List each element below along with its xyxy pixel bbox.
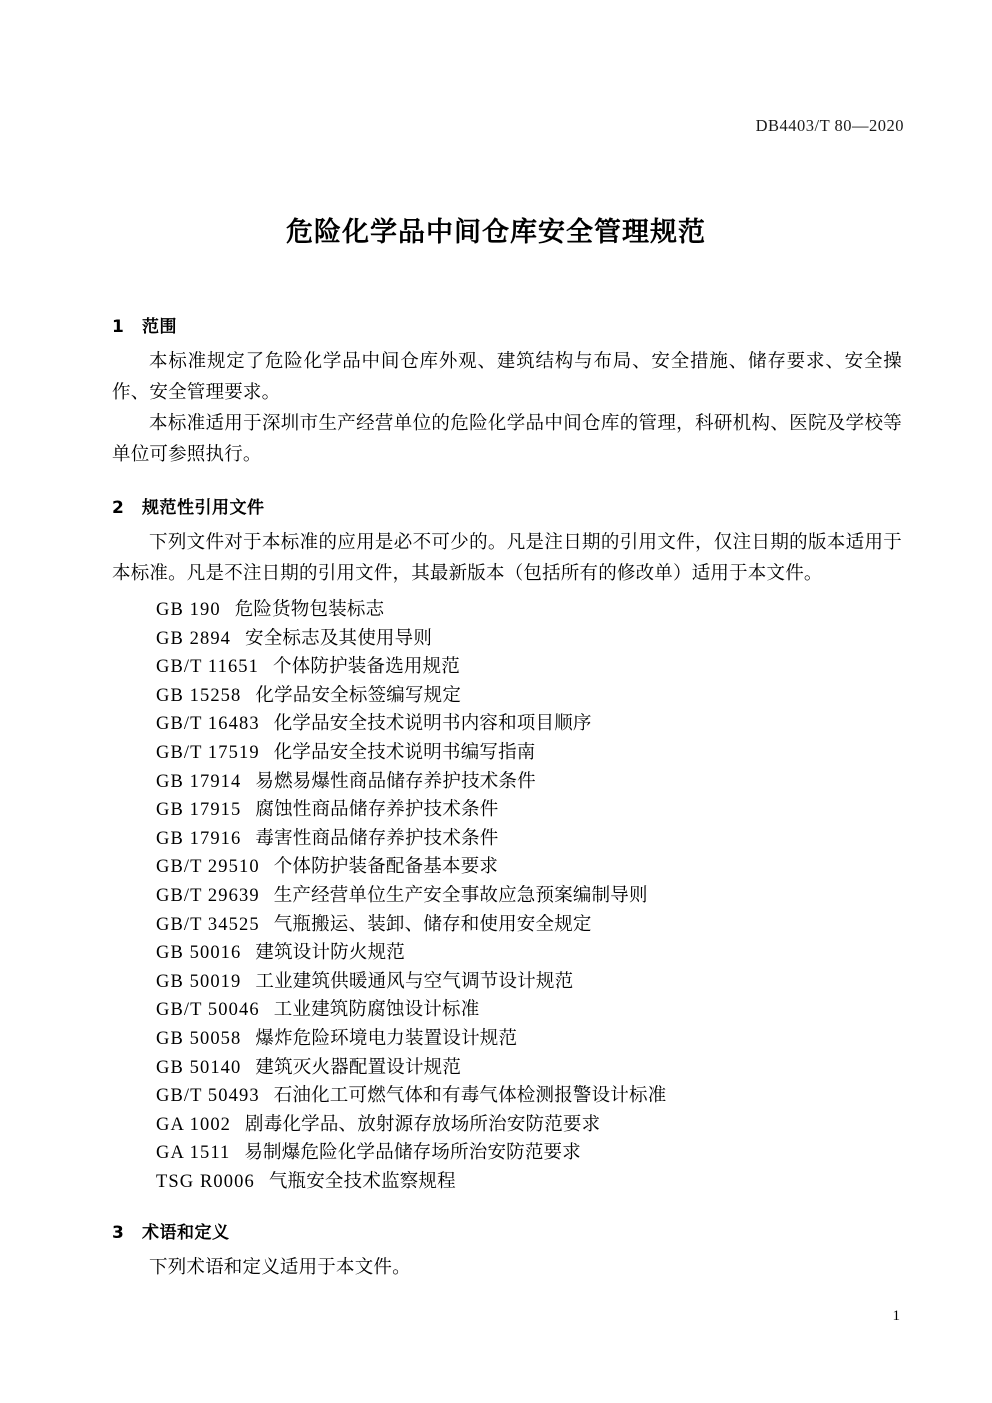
section-title-1: 范围: [142, 317, 177, 337]
reference-title: 化学品安全技术说明书编写指南: [273, 742, 536, 763]
list-item: [112, 911, 902, 940]
page-header-standard-number: DB4403/T 80—2020: [755, 116, 904, 135]
reference-code: GB 2894: [156, 628, 232, 649]
reference-code: GB 17914: [156, 771, 242, 792]
reference-title: 危险货物包装标志: [234, 600, 385, 620]
reference-code: TSG R0006: [156, 1171, 255, 1192]
list-item: [112, 796, 902, 825]
list-item: [112, 768, 902, 797]
section-heading-2: [112, 493, 902, 518]
reference-title: 安全标志及其使用导则: [245, 628, 433, 649]
reference-code: GB 190: [156, 600, 221, 620]
reference-code: GB 50058: [156, 1028, 242, 1049]
reference-title: 建筑灭火器配置设计规范: [255, 1057, 462, 1078]
reference-code: GB 15258: [156, 685, 242, 706]
page-number: 1: [892, 1308, 900, 1324]
reference-code: GA 1511: [156, 1143, 231, 1164]
reference-code: GB/T 34525: [156, 914, 260, 935]
reference-title: 腐蚀性商品储存养护技术条件: [255, 800, 499, 821]
list-item: [112, 1082, 902, 1111]
list-item: [112, 968, 902, 997]
reference-title: 生产经营单位生产安全事故应急预案编制导则: [273, 885, 648, 906]
reference-title: 易制爆危险化学品储存场所治安防范要求: [244, 1143, 581, 1164]
list-item: [112, 682, 902, 711]
reference-code: GB/T 11651: [156, 657, 259, 678]
section-1-paragraph-1: 本标准规定了危险化学品中间仓库外观、建筑结构与布局、安全措施、储存要求、安全操作、安全管理要求。: [112, 352, 902, 403]
reference-title: 建筑设计防火规范: [255, 943, 405, 964]
reference-code: GB 50016: [156, 943, 242, 964]
reference-code: GB/T 29639: [156, 885, 260, 906]
section-1-paragraph-2: 本标准适用于深圳市生产经营单位的危险化学品中间仓库的管理，科研机构、医院及学校等单位可参照执行。: [112, 414, 902, 465]
reference-title: 易燃易爆性商品储存养护技术条件: [255, 771, 536, 792]
list-item: [112, 739, 902, 768]
reference-title: 化学品安全技术说明书内容和项目顺序: [273, 714, 592, 735]
list-item: [112, 596, 902, 625]
page-title: 危险化学品中间仓库安全管理规范: [286, 217, 706, 248]
reference-code: GB/T 16483: [156, 714, 260, 735]
section-title-2: 规范性引用文件: [142, 498, 265, 518]
reference-code: GB 17915: [156, 800, 242, 821]
list-item: [112, 825, 902, 854]
list-item: [112, 1054, 902, 1083]
list-item: [112, 625, 902, 654]
reference-title: 毒害性商品储存养护技术条件: [255, 828, 499, 849]
section-3-paragraph-1: 下列术语和定义适用于本文件。: [149, 1258, 411, 1279]
list-item: [112, 882, 902, 911]
list-item: [112, 939, 902, 968]
document-body: [112, 290, 902, 1284]
list-item: [112, 710, 902, 739]
list-item: [112, 853, 902, 882]
reference-code: GB/T 29510: [156, 857, 260, 878]
reference-code: GB 50019: [156, 971, 242, 992]
list-item: [112, 1139, 902, 1168]
reference-code: GB 50140: [156, 1057, 242, 1078]
list-item: [112, 1025, 902, 1054]
reference-code: GB/T 50046: [156, 1000, 260, 1021]
section-heading-3: [112, 1218, 902, 1243]
list-item: [112, 1168, 902, 1197]
reference-title: 气瓶搬运、装卸、储存和使用安全规定: [273, 914, 592, 935]
reference-title: 工业建筑供暖通风与空气调节设计规范: [255, 971, 574, 992]
reference-code: GB 17916: [156, 828, 242, 849]
section-title-3: 术语和定义: [142, 1223, 230, 1244]
reference-title: 个体防护装备选用规范: [273, 657, 461, 678]
reference-code: GA 1002: [156, 1114, 232, 1135]
section-heading-1: [112, 312, 902, 337]
reference-title: 个体防护装备配备基本要求: [273, 857, 499, 878]
reference-title: 工业建筑防腐蚀设计标准: [273, 1000, 480, 1021]
reference-title: 石油化工可燃气体和有毒气体检测报警设计标准: [273, 1086, 667, 1107]
reference-title: 化学品安全标签编写规定: [255, 685, 462, 706]
section-number-3: 3: [112, 1223, 125, 1244]
reference-code: GB/T 50493: [156, 1086, 260, 1107]
reference-code: GB/T 17519: [156, 742, 260, 763]
reference-title: 气瓶安全技术监察规程: [268, 1171, 456, 1192]
section-number-2: 2: [112, 498, 125, 518]
reference-title: 爆炸危险环境电力装置设计规范: [255, 1028, 518, 1049]
list-item: [112, 996, 902, 1025]
list-item: [112, 653, 902, 682]
section-2-paragraph-1: 下列文件对于本标准的应用是必不可少的。凡是注日期的引用文件，仅注日期的版本适用于本标准。凡是不注日期的引用文件，其最新版本（包括所有的修改单）适用于本文件。: [112, 533, 902, 584]
section-number-1: 1: [112, 317, 125, 337]
list-item: [112, 1111, 902, 1140]
reference-title: 剧毒化学品、放射源存放场所治安防范要求: [245, 1114, 601, 1135]
normative-references-list: [112, 596, 902, 1196]
